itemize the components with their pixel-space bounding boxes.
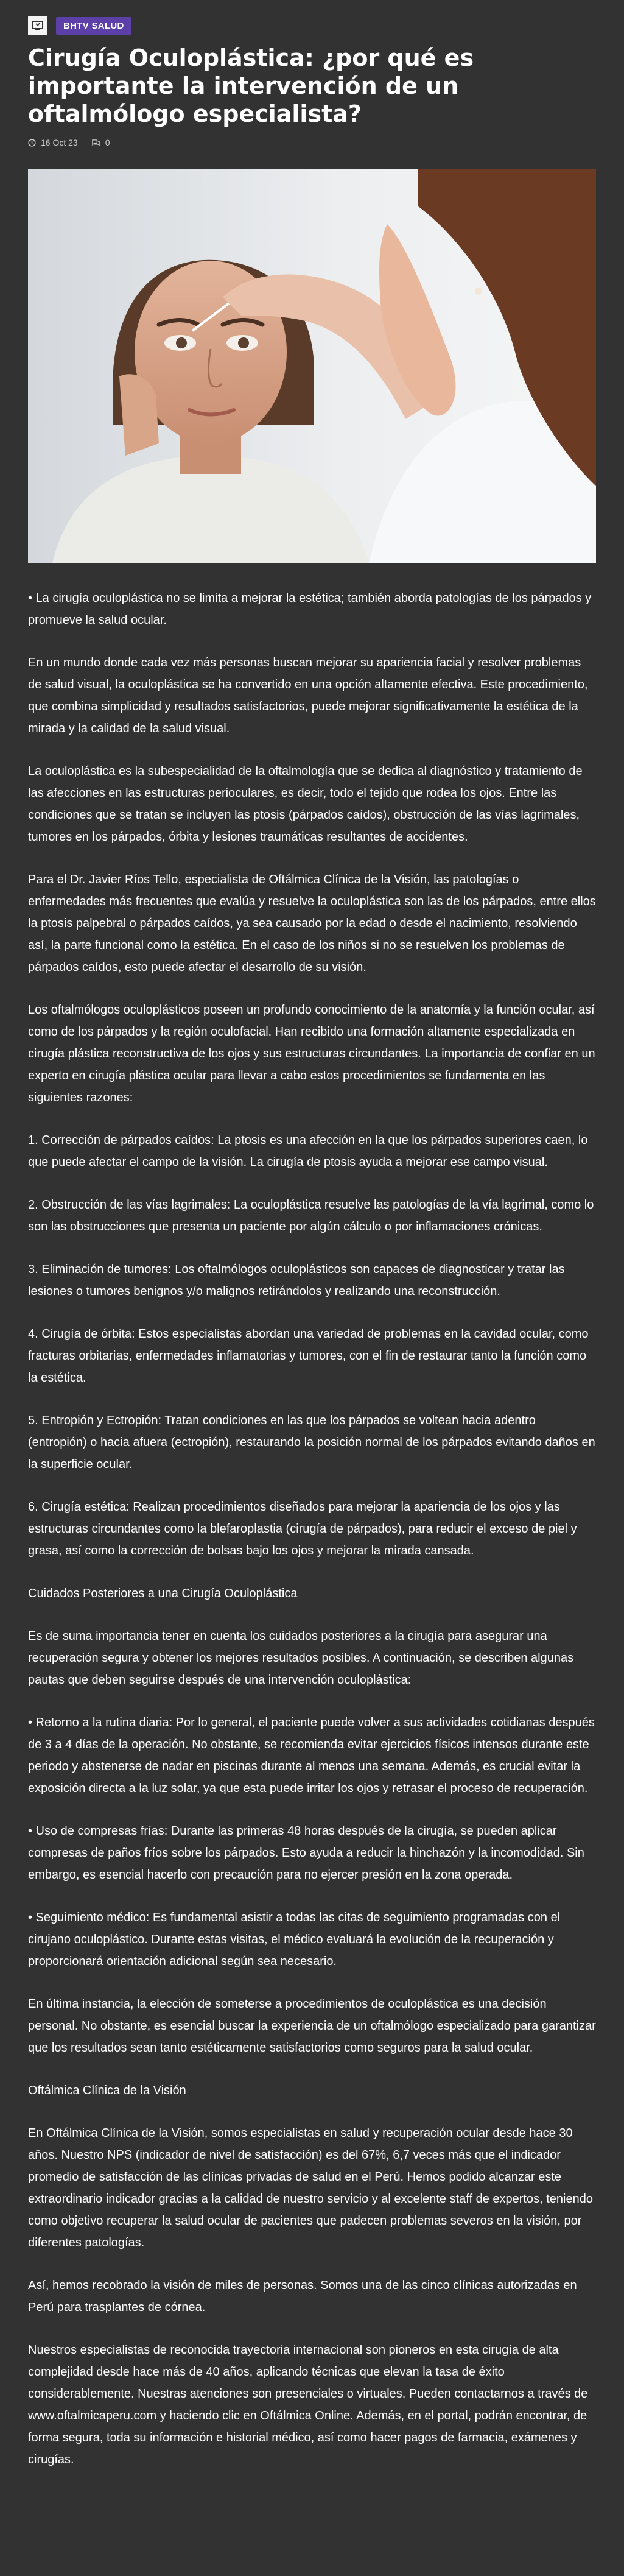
article-paragraph: En un mundo donde cada vez más personas buscan mejorar su apariencia facial y resolver problemas de salud visual, la oculoplástica se ha convertido en una opción altamente efectiva. Este procedimiento, que combina simplicidad y resultados satisfactorios, puede mejorar significativamente la estética de la mirada y la calidad de la salud visual.	[28, 656, 588, 735]
article-paragraph: 3. Eliminación de tumores: Los oftalmólogos oculoplásticos son capaces de diagnosticar y tratar las lesiones o tumores benignos y/o malignos retirándolos y realizando una reconstrucción.	[28, 1263, 565, 1298]
post-date	[28, 138, 78, 147]
article-paragraph: En Oftálmica Clínica de la Visión, somos especialistas en salud y recuperación ocular desde hace 30 años. Nuestro NPS (indicador de nivel de satisfacción) es del 67%, 6,7 veces más que el indicador promedio de satisfacción de las clínicas privadas de salud en el Perú. Hemos podido alcanzar este extraordinario indicador gracias a la calidad de nuestro servicio y al excelente staff de expertos, teniendo como objetivo recuperar la salud ocular de pacientes que padecen problemas severos en la visión, por diferentes patologías.	[28, 2126, 593, 2250]
article-body	[28, 587, 596, 2471]
post-byline	[28, 138, 596, 147]
article-paragraph: La oculoplástica es la subespecialidad de la oftalmología que se dedica al diagnóstico y tratamiento de las afecciones en las estructuras perioculares, es decir, todo el tejido que rodea los ojos. Entre las condiciones que se tratan se incluyen las ptosis (párpados caídos), obstrucción de las vías lagrimales, tumores en los párpados, órbita y lesiones traumáticas resultantes de accidentes.	[28, 764, 583, 844]
post-date-text: 16 Oct 23	[41, 138, 78, 147]
comments-icon	[91, 139, 100, 147]
featured-image	[28, 169, 596, 563]
post-header-meta	[28, 0, 596, 35]
site-logo-icon[interactable]	[28, 16, 47, 35]
article-paragraph: Los oftalmólogos oculoplásticos poseen un profundo conocimiento de la anatomía y la función ocular, así como de los párpados y la región oculofacial. Han recibido una formación altamente especializada en cirugía plástica reconstructiva de los ojos y sus estructuras circundantes. La importancia de confiar en un experto en cirugía plástica ocular para llevar a cabo estos procedimientos se fundamenta en las siguientes razones:	[28, 1003, 595, 1104]
post-comments-count: 0	[105, 138, 110, 147]
article-paragraph: 1. Corrección de párpados caídos: La ptosis es una afección en la que los párpados superiores caen, lo que puede afectar el campo de la visión. La cirugía de ptosis ayuda a mejorar ese campo visual.	[28, 1134, 588, 1169]
article-paragraph: Es de suma importancia tener en cuenta los cuidados posteriores a la cirugía para asegurar una recuperación segura y obtener los mejores resultados posibles. A continuación, se describen algunas pautas que deben seguirse después de una intervención oculoplástica:	[28, 1629, 574, 1687]
article-paragraph: 5. Entropión y Ectropión: Tratan condiciones en las que los párpados se voltean hacia adentro (entropión) o hacia afuera (ectropión), restaurando la posición normal de los párpados evitando daños en la superficie ocular.	[28, 1414, 595, 1471]
article-paragraph: 6. Cirugía estética: Realizan procedimientos diseñados para mejorar la apariencia de los ojos y las estructuras circundantes como la blefaroplastia (cirugía de párpados), para reducir el exceso de piel y grasa, así como la corrección de bolsas bajo los ojos y mejorar la mirada cansada.	[28, 1500, 577, 1558]
article-paragraph: • Seguimiento médico: Es fundamental asistir a todas las citas de seguimiento programadas con el cirujano oculoplástico. Durante estas visitas, el médico evaluará la evolución de la recuperación y proporcionará orientación adicional según sea necesario.	[28, 1911, 561, 1968]
article-paragraph: 2. Obstrucción de las vías lagrimales: La oculoplástica resuelve las patologías de la vía lagrimal, como lo son las obstrucciones que presenta un paciente por algún cálculo o por inflamaciones crónicas.	[28, 1198, 594, 1233]
post-title: Cirugía Oculoplástica: ¿por qué es importante la intervención de un oftalmólogo especialista?	[28, 44, 474, 127]
article-paragraph: Así, hemos recobrado la visión de miles de personas. Somos una de las cinco clínicas autorizadas en Perú para trasplantes de córnea.	[28, 2279, 577, 2314]
article-paragraph: • La cirugía oculoplástica no se limita a mejorar la estética; también aborda patologías de los párpados y promueve la salud ocular.	[28, 591, 592, 627]
article-paragraph: • Retorno a la rutina diaria: Por lo general, el paciente puede volver a sus actividades cotidianas después de 3 a 4 días de la operación. No obstante, se recomienda evitar ejercicios físicos intensos durante este periodo y abstenerse de nadar en piscinas durante al menos una semana. Además, es crucial evitar la exposición directa a la luz solar, ya que esta puede irritar los ojos y retrasar el proceso de recuperación.	[28, 1716, 595, 1795]
site-logo-glyph	[32, 19, 44, 32]
article-paragraph: Cuidados Posteriores a una Cirugía Oculoplástica	[28, 1587, 298, 1600]
article-paragraph: 4. Cirugía de órbita: Estos especialistas abordan una variedad de problemas en la cavidad ocular, como fracturas orbitarias, enfermedades inflamatorias y tumores, con el fin de restaurar tanto la función como la estética.	[28, 1327, 589, 1385]
post-comments[interactable]	[91, 138, 110, 147]
category-badge[interactable]: BHTV SALUD	[56, 17, 131, 35]
eye-exam-illustration	[28, 169, 596, 563]
article-paragraph: Para el Dr. Javier Ríos Tello, especialista de Oftálmica Clínica de la Visión, las patologías o enfermedades más frecuentes que evalúa y resuelve la oculoplástica son las de los párpados, entre ellos la ptosis palpebral o párpados caídos, ya sea causado por la edad o desde el nacimiento, resolviendo así, la parte funcional como la estética. En el caso de los niños si no se resuelven los problemas de párpados caídos, esto puede afectar el desarrollo de su visión.	[28, 873, 596, 974]
article-paragraph: Nuestros especialistas de reconocida trayectoria internacional son pioneros en esta cirugía de alta complejidad desde hace más de 40 años, aplicando técnicas que elevan la tasa de éxito considerablemente. Nuestras atenciones son presenciales o virtuales. Pueden contactarnos a través de www.oftalmicaperu.com y haciendo clic en Oftálmica Online. Además, en el portal, podrán encontrar, de forma segura, toda su información e historial médico, así como hacer pagos de farmacia, exámenes y cirugías.	[28, 2343, 588, 2466]
article-paragraph: En última instancia, la elección de someterse a procedimientos de oculoplástica es una decisión personal. No obstante, es esencial buscar la experiencia de un oftalmólogo especializado para garantizar que los resultados sean tanto estéticamente satisfactorios como seguros para la salud ocular.	[28, 1997, 596, 2055]
clock-icon	[28, 139, 36, 147]
article-paragraph: • Uso de compresas frías: Durante las primeras 48 horas después de la cirugía, se pueden aplicar compresas de paños fríos sobre los párpados. Esto ayuda a reducir la hinchazón y la incomodidad. Sin embargo, es esencial hacerlo con precaución para no ejercer presión en la zona operada.	[28, 1824, 584, 1882]
article-paragraph: Oftálmica Clínica de la Visión	[28, 2084, 186, 2097]
